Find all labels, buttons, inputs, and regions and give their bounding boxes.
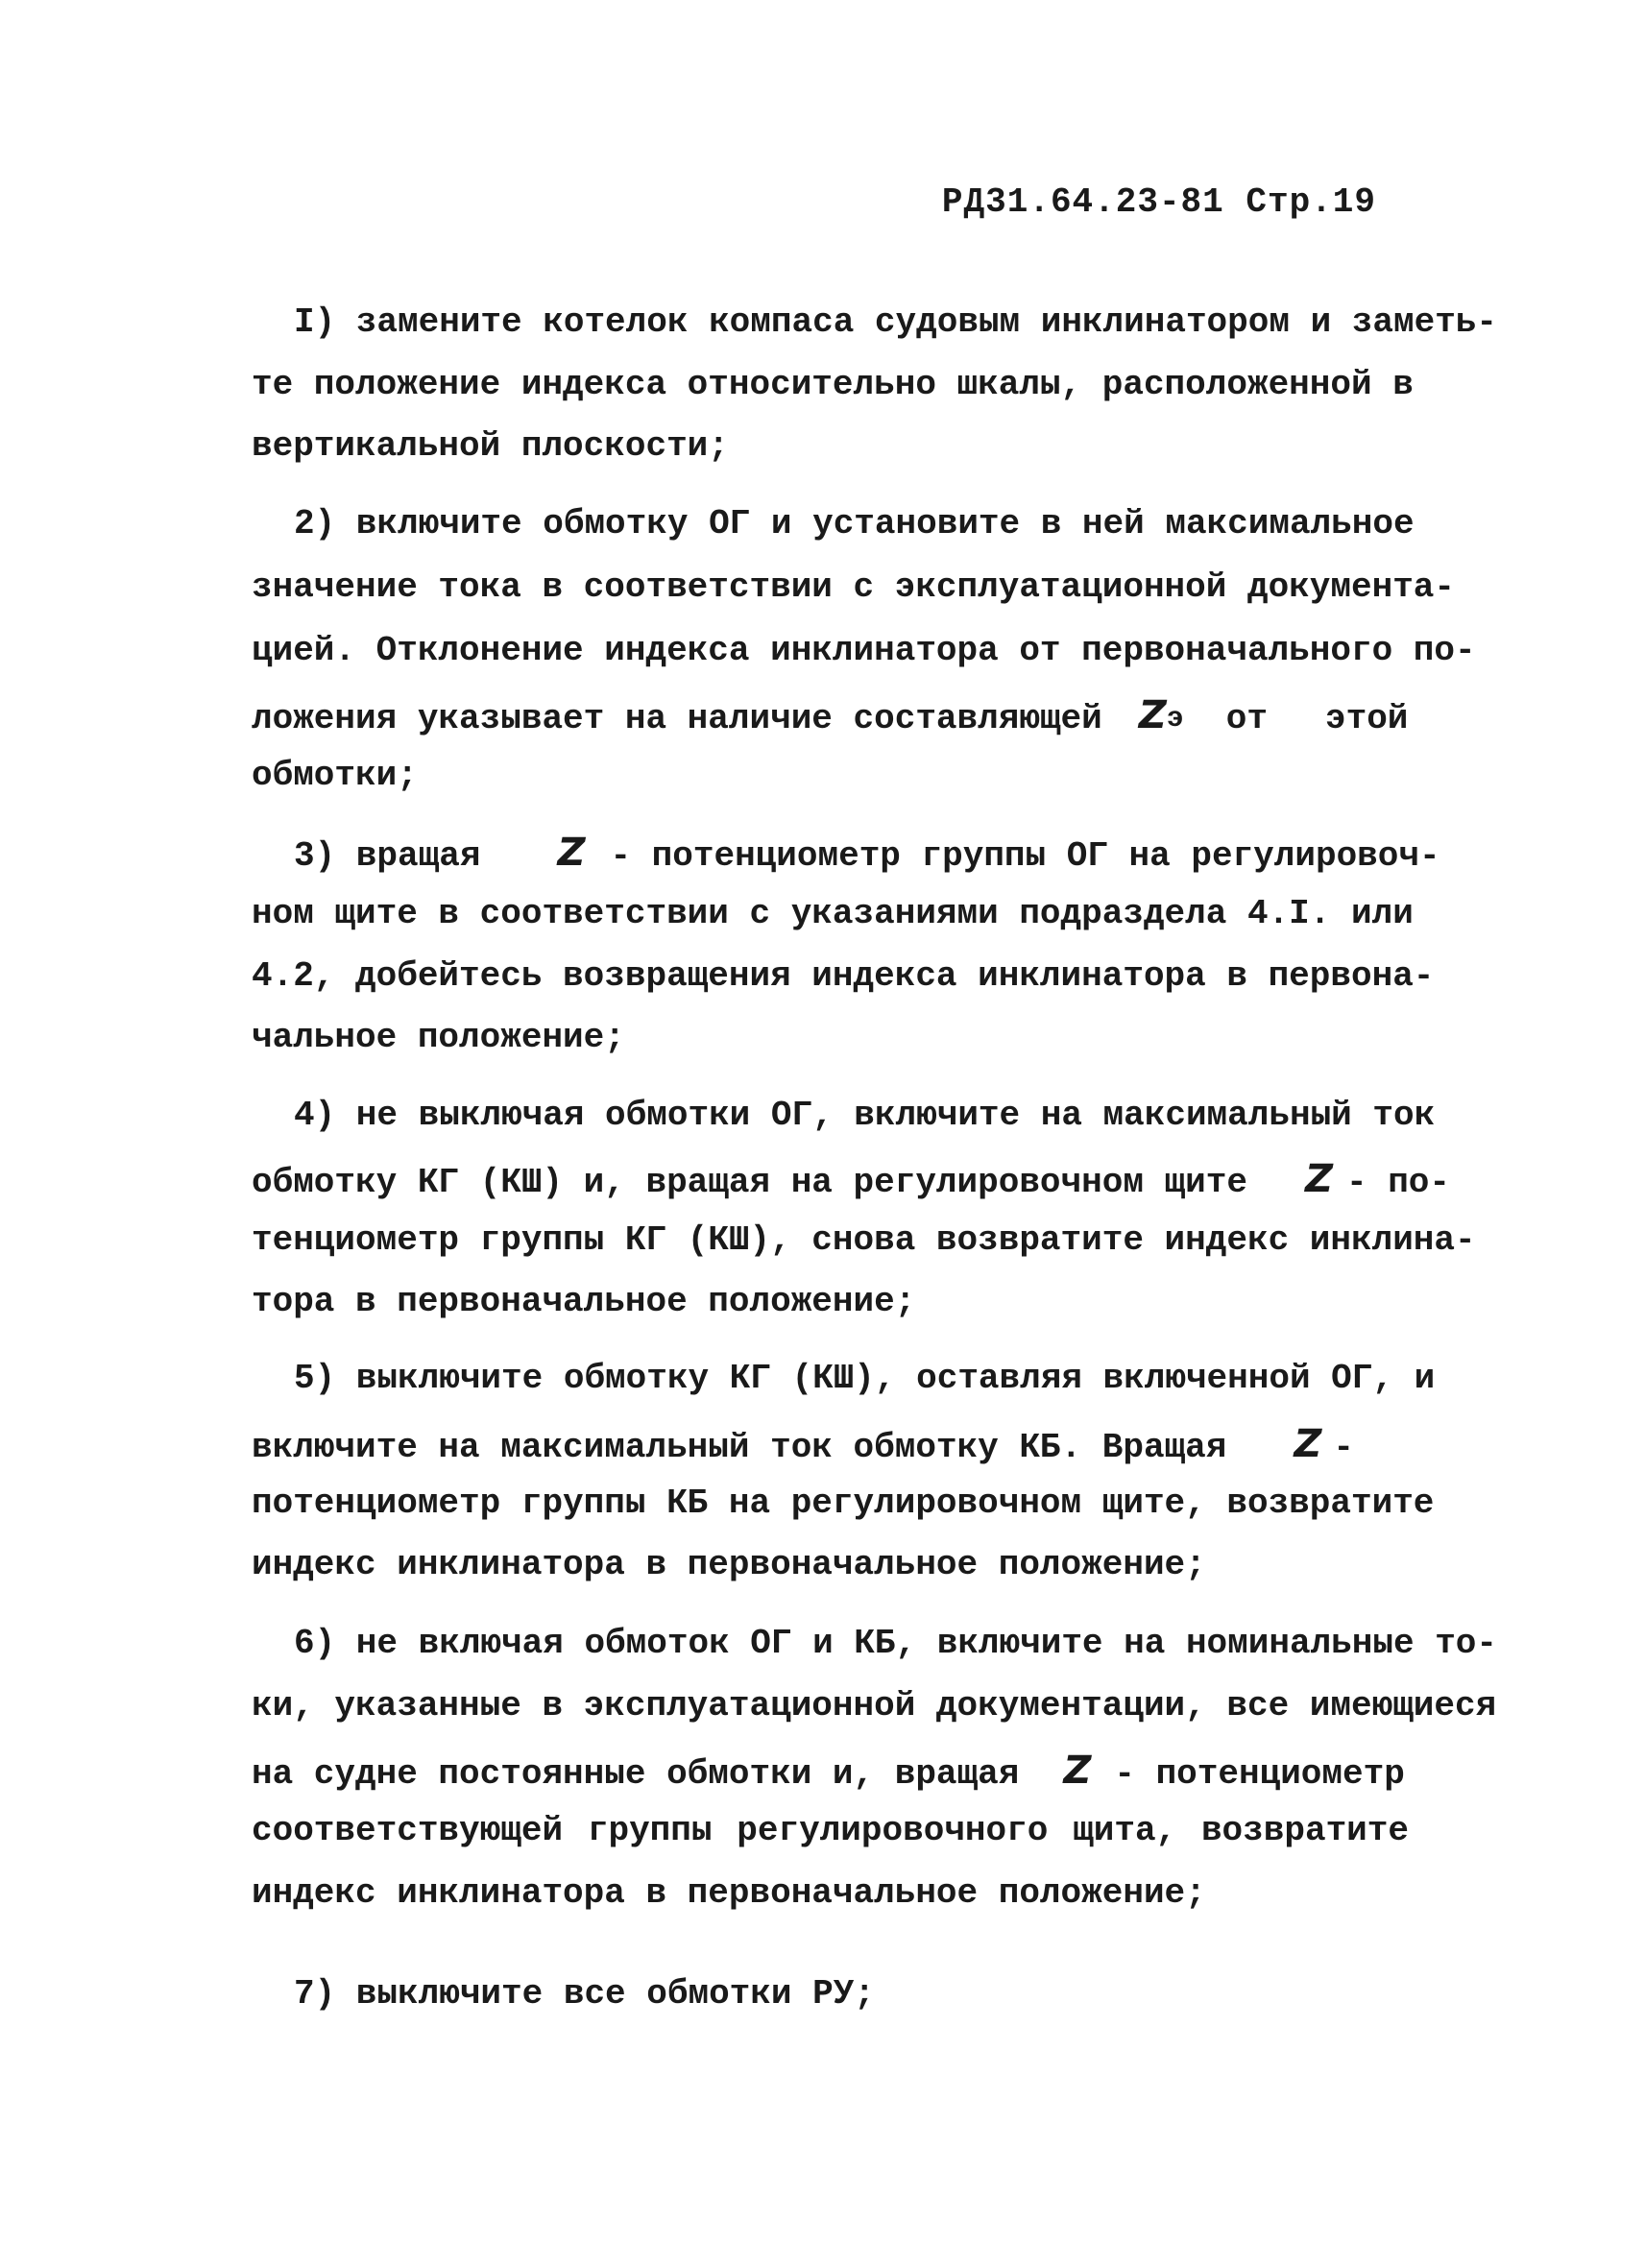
item-4-line-3: тенциометр группы КГ (КШ), снова возвратите индекс инклина- [252,1220,1476,1260]
item-3-line-2: ном щите в соответствии с указаниями подраздела 4.I. или [252,894,1414,933]
item-3-line-1-rest: - потенциометр группы ОГ на регулировоч- [610,836,1440,876]
item-3-line-3: 4.2, добейтесь возвращения индекса инклинатора в первона- [252,956,1435,996]
item-6-line-3 [252,1751,1409,1792]
z-symbol: Z [1138,693,1167,737]
z-symbol: Z [1304,1157,1333,1201]
item-4-line-1: 4) не выключая обмотки ОГ, включите на максимальный ток [294,1096,1436,1135]
z-subscript: э [1166,703,1184,736]
item-6-line-5: индекс инклинатора в первоначальное положение; [252,1873,1206,1913]
item-6-line-3-text: на судне постоянные обмотки и, вращая [252,1754,1020,1794]
item-1-line-1: I) замените котелок компаса судовым инклинатором и заметь- [294,302,1498,342]
item-4-line-2-text: обмотку КГ (КШ) и, вращая на регулировочном щите [252,1163,1247,1202]
item-5-line-3: потенциометр группы КБ на регулировочном щите, возвратите [252,1484,1435,1523]
item-2-line-4 [252,693,1409,738]
item-6-line-4: соответствующей группы регулировочного щита, возвратите [252,1811,1409,1850]
item-2-line-4-word-ot: от [1225,699,1268,738]
item-6-line-3-rest: - потенциометр [1114,1754,1405,1794]
item-4-line-4: тора в первоначальное положение; [252,1282,916,1321]
item-1-line-2: те положение индекса относительно шкалы, расположенной в [252,365,1414,404]
item-2-line-1: 2) включите обмотку ОГ и установите в ней максимальное [294,504,1415,543]
item-6-line-2: ки, указанные в эксплуатационной документации, все имеющиеся [252,1686,1497,1725]
item-4-line-2 [252,1157,1451,1202]
item-5-line-2-rest: - [1333,1428,1354,1467]
page-header: РД31.64.23-81 Стр.19 [941,182,1376,222]
item-3-line-1 [294,831,1440,876]
item-7-line-1: 7) выключите все обмотки РУ; [294,1974,875,2014]
item-2-line-3: цией. Отклонение индекса инклинатора от первоначального по- [252,631,1476,670]
item-5-line-1: 5) выключите обмотку КГ (КШ), оставляя включенной ОГ, и [294,1359,1436,1398]
z-symbol: Z [1294,1422,1322,1466]
z-symbol: Z [1063,1749,1092,1793]
z-symbol: Z [557,831,586,875]
item-3-line-1-text: 3) вращая [294,836,481,876]
item-5-line-2 [252,1422,1409,1467]
item-2-line-4-word-etoy: этой [1325,699,1409,738]
item-6-line-1: 6) не включая обмоток ОГ и КБ, включите на номинальные то- [294,1624,1498,1663]
item-2-line-2: значение тока в соответствии с эксплуатационной документа- [252,567,1456,607]
item-2-line-5: обмотки; [252,756,418,795]
item-2-line-4-text: ложения указывает на наличие составляющей [252,699,1102,738]
item-5-line-2-text: включите на максимальный ток обмотку КБ. Вращая [252,1428,1227,1467]
item-3-line-4: чальное положение; [252,1018,625,1057]
item-4-line-2-rest: - по- [1345,1163,1451,1202]
item-5-line-4: индекс инклинатора в первоначальное положение; [252,1545,1206,1584]
item-1-line-3: вертикальной плоскости; [252,426,729,466]
